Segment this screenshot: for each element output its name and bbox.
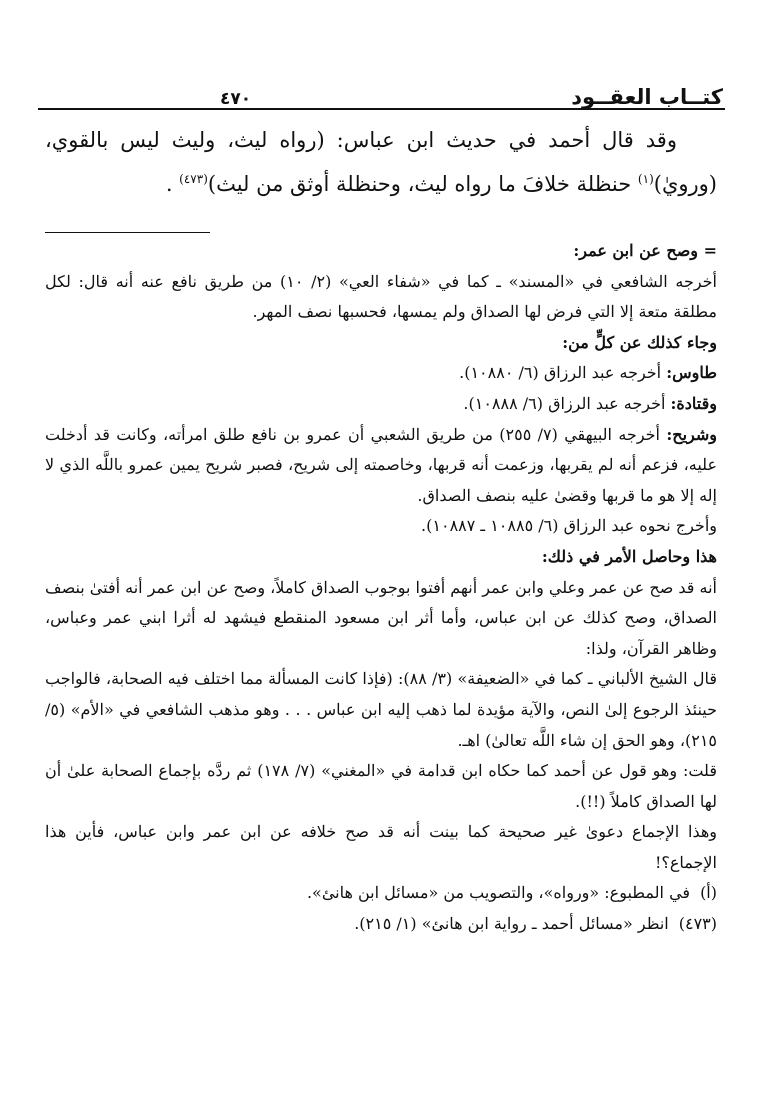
note-line: أخرجه الشافعي في «المسند» ـ كما في «شفاء العي» (٢/ ١٠) من طريق نافع عنه أنه قال: لكل مطلقة متعة إلا التي فرض لها الصداق ولم يمسها، فحسبها نصف المهر.: [45, 271, 717, 322]
footnotes: [45, 236, 717, 940]
footnote-divider: [45, 232, 210, 233]
footnote-text: في المطبوع: «ورواه»، والتصويب من «مسائل ابن هانئ».: [306, 883, 691, 903]
main-paragraph: وقد قال أحمد في حديث ابن عباس: (رواه ليث، وليث ليس بالقوي، (ورويٰ)$^{(١)}$ حنظلة خلافَ ما رواه ليث، وحنظلة أوثق من ليث)$^{(٤٧٣)}$ .: [45, 128, 717, 196]
note-line: وقتادة: أخرجه عبد الرزاق (٦/ ١٠٨٨٨).: [463, 393, 717, 413]
main-text: [45, 118, 717, 206]
reference-marker: (٤٧٣): [179, 172, 208, 186]
note-line: هذا وحاصل الأمر في ذلك:: [541, 546, 717, 566]
note-line: قلت: وهو قول عن أحمد كما حكاه ابن قدامة في «المغني» (٧/ ١٧٨) ثم ردَّه بإجماع الصحابة علىٰ أن لها الصداق كاملاً (!!).: [45, 761, 718, 811]
note-label: وقتادة:: [670, 393, 717, 413]
note-line: وجاء كذلك عن كلٍّ من:: [562, 332, 717, 352]
footnote-1: [45, 878, 717, 909]
note-line: وأخرج نحوه عبد الرزاق (٦/ ١٠٨٨٥ ـ ١٠٨٨٧).: [421, 516, 717, 536]
reference-number: (٤٧٣): [678, 914, 717, 934]
note-line: أنه قد صح عن عمر وعلي وابن عمر أنهم أفتوا بوجوب الصداق كاملاً، وصح عن ابن عمر أنه أفتىٰ بنصف الصداق، وصح كذلك عن ابن عباس، وأما أثر ابن مسعود المنقطع فيشهد له أثرا ابني عمر وعباس، وظاهر القرآن، ولذا:: [45, 577, 717, 658]
note-line: وهذا الإجماع دعوىٰ غير صحيحة كما بينت أنه قد صح خلافه عن ابن عمر وابن عباس، فأين هذا الإجماع؟!: [45, 822, 718, 872]
reference-text: انظر «مسائل أحمد ـ رواية ابن هانئ» (١/ ٢١٥).: [354, 914, 669, 934]
note-label: طاوس:: [666, 363, 717, 383]
note-line: وشريح: أخرجه البيهقي (٧/ ٢٥٥) من طريق الشعبي أن عمرو بن نافع طلق امرأته، وكانت قد أدخلت عليه، فزعم أنه لم يقربها، وزعمت أنه قربها، وخاصمته إلى شريح، فصبر شريح يمين عمرو باللَّه الذي لا إله إلا هو ما قربها وقضىٰ عليه بنصف الصداق.: [45, 424, 718, 505]
header-divider: [38, 108, 725, 110]
footnote-marker: (١): [637, 172, 654, 186]
page-number: ٤٧٠: [220, 89, 252, 109]
note-line: طاوس: أخرجه عبد الرزاق (٦/ ١٠٨٨٠).: [459, 363, 717, 383]
note-line: قال الشيخ الألباني ـ كما في «الضعيفة» (٣/ ٨٨): (فإذا كانت المسألة مما اختلف فيه الصحابة، فالواجب حينئذ الرجوع إلىٰ النص، والآية مؤيدة لما ذهب إليه ابن عباس . . . وهو مذهب الشافعي في «الأم» (٥/ ٢١٥)، وهو الحق إن شاء اللَّه تعالىٰ) اهـ.: [45, 669, 718, 750]
running-title: كتــاب العقــود: [571, 85, 723, 109]
note-label: وشريح:: [666, 424, 717, 444]
page-header: [40, 70, 723, 110]
reference-473: [45, 909, 717, 940]
footnote-number: (أ): [700, 883, 717, 903]
note-line: = وصح عن ابن عمر:: [573, 241, 717, 260]
